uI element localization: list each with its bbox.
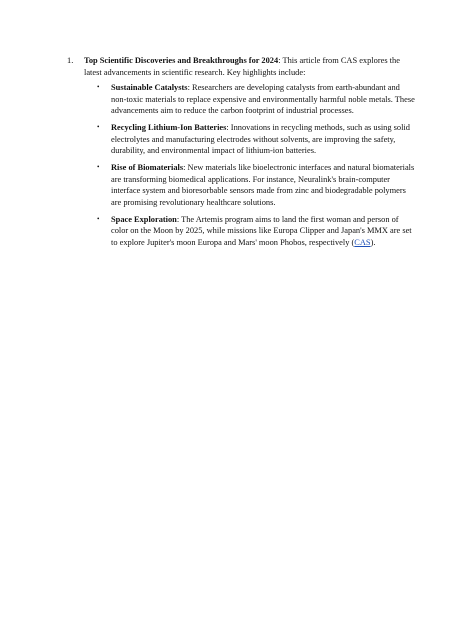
bullet-title: Rise of Biomaterials [111, 163, 184, 173]
bullet-text: : Researchers are developing catalysts from earth-abundant and non-toxic materials to replace expensive and environmentally harmful noble metals. These advancements aim to reduce the carbon footprint of industrial processes. [111, 83, 415, 116]
list-item-paragraph [84, 55, 417, 78]
bullet-item-biomaterials [97, 162, 417, 208]
bullet-item-recycling-batteries [97, 122, 417, 157]
bullet-title: Recycling Lithium-Ion Batteries [111, 123, 227, 133]
highlights-list [84, 82, 417, 248]
numbered-list [67, 55, 417, 254]
bullet-item-space-exploration [97, 214, 417, 249]
bullet-text: : Innovations in recycling methods, such as using solid electrolytes and manufacturing electrodes without solvents, are improving the safety, durability, and environmental impact of lithium-ion batteries. [111, 123, 410, 156]
bullet-tail: ). [370, 237, 376, 247]
bullet-icon: • [97, 163, 100, 172]
cas-source-link[interactable]: CAS [354, 237, 371, 247]
article-intro: : This article from CAS explores the latest advancements in scientific research. Key highlights include: [84, 56, 400, 77]
bullet-title: Sustainable Catalysts [111, 83, 188, 93]
bullet-icon: • [97, 214, 100, 223]
bullet-text: : The Artemis program aims to land the first woman and person of color on the Moon by 2025, while missions like Europa Clipper and Japan's MMX are set to explore Jupiter's moon Europa and Mars' moon Phobos, respectively ( [111, 214, 412, 247]
bullet-title: Space Exploration [111, 214, 177, 224]
article-title: Top Scientific Discoveries and Breakthroughs for 2024 [84, 56, 279, 65]
bullet-icon: • [97, 83, 100, 92]
bullet-text: : New materials like bioelectronic interfaces and natural biomaterials are transforming biomedical applications. For instance, Neuralink's brain-computer interface system and bioresorbable sensors made from zinc and biodegradable polymers are promising revolutionary healthcare solutions. [111, 163, 415, 207]
list-item-number: 1. [67, 56, 74, 65]
list-item-1 [67, 55, 417, 248]
bullet-icon: • [97, 123, 100, 132]
bullet-item-sustainable-catalysts [97, 82, 417, 117]
